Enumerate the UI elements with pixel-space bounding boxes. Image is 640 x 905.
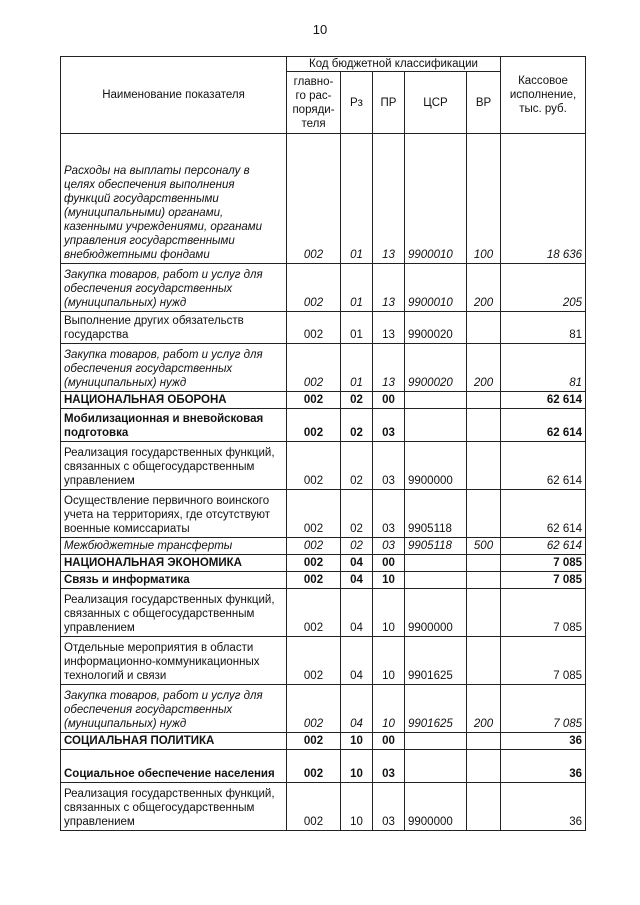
cell-name: Закупка товаров, работ и услуг для обеспечения государственных (муниципальных) нужд xyxy=(61,685,287,733)
table-row xyxy=(61,783,586,831)
cell-glavn: 002 xyxy=(287,538,341,555)
table-row xyxy=(61,490,586,538)
cell-sum: 7 085 xyxy=(501,555,586,572)
cell-pr: 03 xyxy=(373,409,405,442)
cell-glavn: 002 xyxy=(287,572,341,589)
cell-sum: 36 xyxy=(501,733,586,750)
cell-csr: 9900020 xyxy=(405,312,467,344)
cell-name: Реализация государственных функций, связанных с общегосударственным управлением xyxy=(61,589,287,637)
cell-csr: 9900000 xyxy=(405,442,467,490)
cell-csr: 9900000 xyxy=(405,589,467,637)
cell-sum: 7 085 xyxy=(501,589,586,637)
cell-name: НАЦИОНАЛЬНАЯ ОБОРОНА xyxy=(61,392,287,409)
cell-glavn: 002 xyxy=(287,312,341,344)
cell-pr: 03 xyxy=(373,490,405,538)
cell-name: Мобилизационная и вневойсковая подготовка xyxy=(61,409,287,442)
header-vr: ВР xyxy=(467,72,501,134)
cell-glavn: 002 xyxy=(287,589,341,637)
cell-glavn: 002 xyxy=(287,637,341,685)
table-row xyxy=(61,264,586,312)
cell-name: Связь и информатика xyxy=(61,572,287,589)
cell-vr xyxy=(467,750,501,783)
table-row xyxy=(61,555,586,572)
cell-sum: 36 xyxy=(501,750,586,783)
cell-rz: 04 xyxy=(341,637,373,685)
table-row xyxy=(61,344,586,392)
cell-sum: 62 614 xyxy=(501,490,586,538)
cell-rz: 10 xyxy=(341,733,373,750)
cell-glavn: 002 xyxy=(287,733,341,750)
cell-pr: 03 xyxy=(373,750,405,783)
cell-csr xyxy=(405,555,467,572)
cell-csr: 9900000 xyxy=(405,783,467,831)
cell-pr: 00 xyxy=(373,392,405,409)
table-row xyxy=(61,750,586,783)
cell-pr: 13 xyxy=(373,264,405,312)
cell-csr: 9900010 xyxy=(405,134,467,264)
cell-name: Закупка товаров, работ и услуг для обеспечения государственных (муниципальных) нужд xyxy=(61,264,287,312)
cell-glavn: 002 xyxy=(287,750,341,783)
cell-csr xyxy=(405,750,467,783)
cell-glavn: 002 xyxy=(287,442,341,490)
cell-sum: 36 xyxy=(501,783,586,831)
cell-vr xyxy=(467,409,501,442)
cell-rz: 04 xyxy=(341,572,373,589)
cell-rz: 01 xyxy=(341,344,373,392)
cell-vr xyxy=(467,733,501,750)
cell-name: Отдельные мероприятия в области информационно-коммуникационных технологий и связи xyxy=(61,637,287,685)
cell-sum: 62 614 xyxy=(501,392,586,409)
cell-name: Социальное обеспечение населения xyxy=(61,750,287,783)
header-csr: ЦСР xyxy=(405,72,467,134)
budget-execution-table xyxy=(60,56,586,831)
cell-vr xyxy=(467,312,501,344)
cell-csr: 9905118 xyxy=(405,490,467,538)
cell-rz: 04 xyxy=(341,685,373,733)
table-row xyxy=(61,589,586,637)
cell-rz: 01 xyxy=(341,134,373,264)
header-code-group: Код бюджетной классификации xyxy=(287,57,501,72)
header-sum: Кассовое исполнение, тыс. руб. xyxy=(501,57,586,134)
cell-name: Закупка товаров, работ и услуг для обеспечения государственных (муниципальных) нужд xyxy=(61,344,287,392)
cell-pr: 13 xyxy=(373,312,405,344)
cell-sum: 62 614 xyxy=(501,442,586,490)
header-name: Наименование показателя xyxy=(61,57,287,134)
cell-vr xyxy=(467,572,501,589)
cell-csr: 9905118 xyxy=(405,538,467,555)
cell-vr xyxy=(467,783,501,831)
cell-vr xyxy=(467,490,501,538)
cell-rz: 01 xyxy=(341,312,373,344)
cell-glavn: 002 xyxy=(287,783,341,831)
cell-pr: 00 xyxy=(373,555,405,572)
header-glavn: главно-го рас-поряди-теля xyxy=(287,72,341,134)
cell-sum: 81 xyxy=(501,312,586,344)
cell-glavn: 002 xyxy=(287,409,341,442)
cell-sum: 7 085 xyxy=(501,685,586,733)
table-row xyxy=(61,685,586,733)
cell-sum: 62 614 xyxy=(501,409,586,442)
cell-pr: 10 xyxy=(373,685,405,733)
cell-sum: 62 614 xyxy=(501,538,586,555)
table-row xyxy=(61,134,586,264)
header-pr: ПР xyxy=(373,72,405,134)
cell-glavn: 002 xyxy=(287,134,341,264)
table-row xyxy=(61,538,586,555)
cell-csr: 9900010 xyxy=(405,264,467,312)
cell-sum: 205 xyxy=(501,264,586,312)
cell-vr: 200 xyxy=(467,685,501,733)
cell-name: Реализация государственных функций, связанных с общегосударственным управлением xyxy=(61,442,287,490)
cell-name: Межбюджетные трансферты xyxy=(61,538,287,555)
cell-sum: 81 xyxy=(501,344,586,392)
cell-pr: 10 xyxy=(373,637,405,685)
cell-pr: 10 xyxy=(373,589,405,637)
cell-rz: 02 xyxy=(341,442,373,490)
cell-glavn: 002 xyxy=(287,392,341,409)
cell-sum: 18 636 xyxy=(501,134,586,264)
cell-name: Осуществление первичного воинского учета на территориях, где отсутствуют военные комиссариаты xyxy=(61,490,287,538)
cell-rz: 10 xyxy=(341,750,373,783)
cell-name: Выполнение других обязательств государства xyxy=(61,312,287,344)
cell-sum: 7 085 xyxy=(501,637,586,685)
table-row xyxy=(61,637,586,685)
cell-csr xyxy=(405,392,467,409)
cell-name: СОЦИАЛЬНАЯ ПОЛИТИКА xyxy=(61,733,287,750)
cell-csr: 9900020 xyxy=(405,344,467,392)
cell-csr: 9901625 xyxy=(405,685,467,733)
cell-rz: 04 xyxy=(341,555,373,572)
cell-rz: 10 xyxy=(341,783,373,831)
cell-glavn: 002 xyxy=(287,264,341,312)
table-row xyxy=(61,392,586,409)
cell-glavn: 002 xyxy=(287,490,341,538)
cell-csr xyxy=(405,733,467,750)
table-row xyxy=(61,312,586,344)
cell-vr xyxy=(467,392,501,409)
cell-csr: 9901625 xyxy=(405,637,467,685)
cell-name: Реализация государственных функций, связанных с общегосударственным управлением xyxy=(61,783,287,831)
cell-pr: 03 xyxy=(373,783,405,831)
cell-vr xyxy=(467,589,501,637)
cell-vr: 200 xyxy=(467,264,501,312)
table-row xyxy=(61,572,586,589)
page-number: 10 xyxy=(312,22,328,37)
cell-csr xyxy=(405,409,467,442)
cell-rz: 02 xyxy=(341,538,373,555)
table-body xyxy=(61,134,586,831)
cell-glavn: 002 xyxy=(287,685,341,733)
cell-name: НАЦИОНАЛЬНАЯ ЭКОНОМИКА xyxy=(61,555,287,572)
cell-rz: 02 xyxy=(341,409,373,442)
cell-pr: 13 xyxy=(373,134,405,264)
cell-glavn: 002 xyxy=(287,555,341,572)
cell-vr: 100 xyxy=(467,134,501,264)
cell-vr: 200 xyxy=(467,344,501,392)
cell-name: Расходы на выплаты персоналу в целях обеспечения выполнения функций государственными (муниципальными) органами, казенными учреждениями, органами управления государственными внебюджетными фондами xyxy=(61,134,287,264)
cell-rz: 02 xyxy=(341,490,373,538)
cell-pr: 03 xyxy=(373,442,405,490)
header-rz: Рз xyxy=(341,72,373,134)
cell-rz: 02 xyxy=(341,392,373,409)
cell-pr: 00 xyxy=(373,733,405,750)
table-row xyxy=(61,733,586,750)
cell-pr: 03 xyxy=(373,538,405,555)
cell-vr xyxy=(467,442,501,490)
cell-rz: 01 xyxy=(341,264,373,312)
table-row xyxy=(61,442,586,490)
cell-rz: 04 xyxy=(341,589,373,637)
cell-pr: 10 xyxy=(373,572,405,589)
cell-sum: 7 085 xyxy=(501,572,586,589)
cell-csr xyxy=(405,572,467,589)
table-row xyxy=(61,409,586,442)
cell-glavn: 002 xyxy=(287,344,341,392)
cell-pr: 13 xyxy=(373,344,405,392)
cell-vr xyxy=(467,637,501,685)
cell-vr: 500 xyxy=(467,538,501,555)
cell-vr xyxy=(467,555,501,572)
